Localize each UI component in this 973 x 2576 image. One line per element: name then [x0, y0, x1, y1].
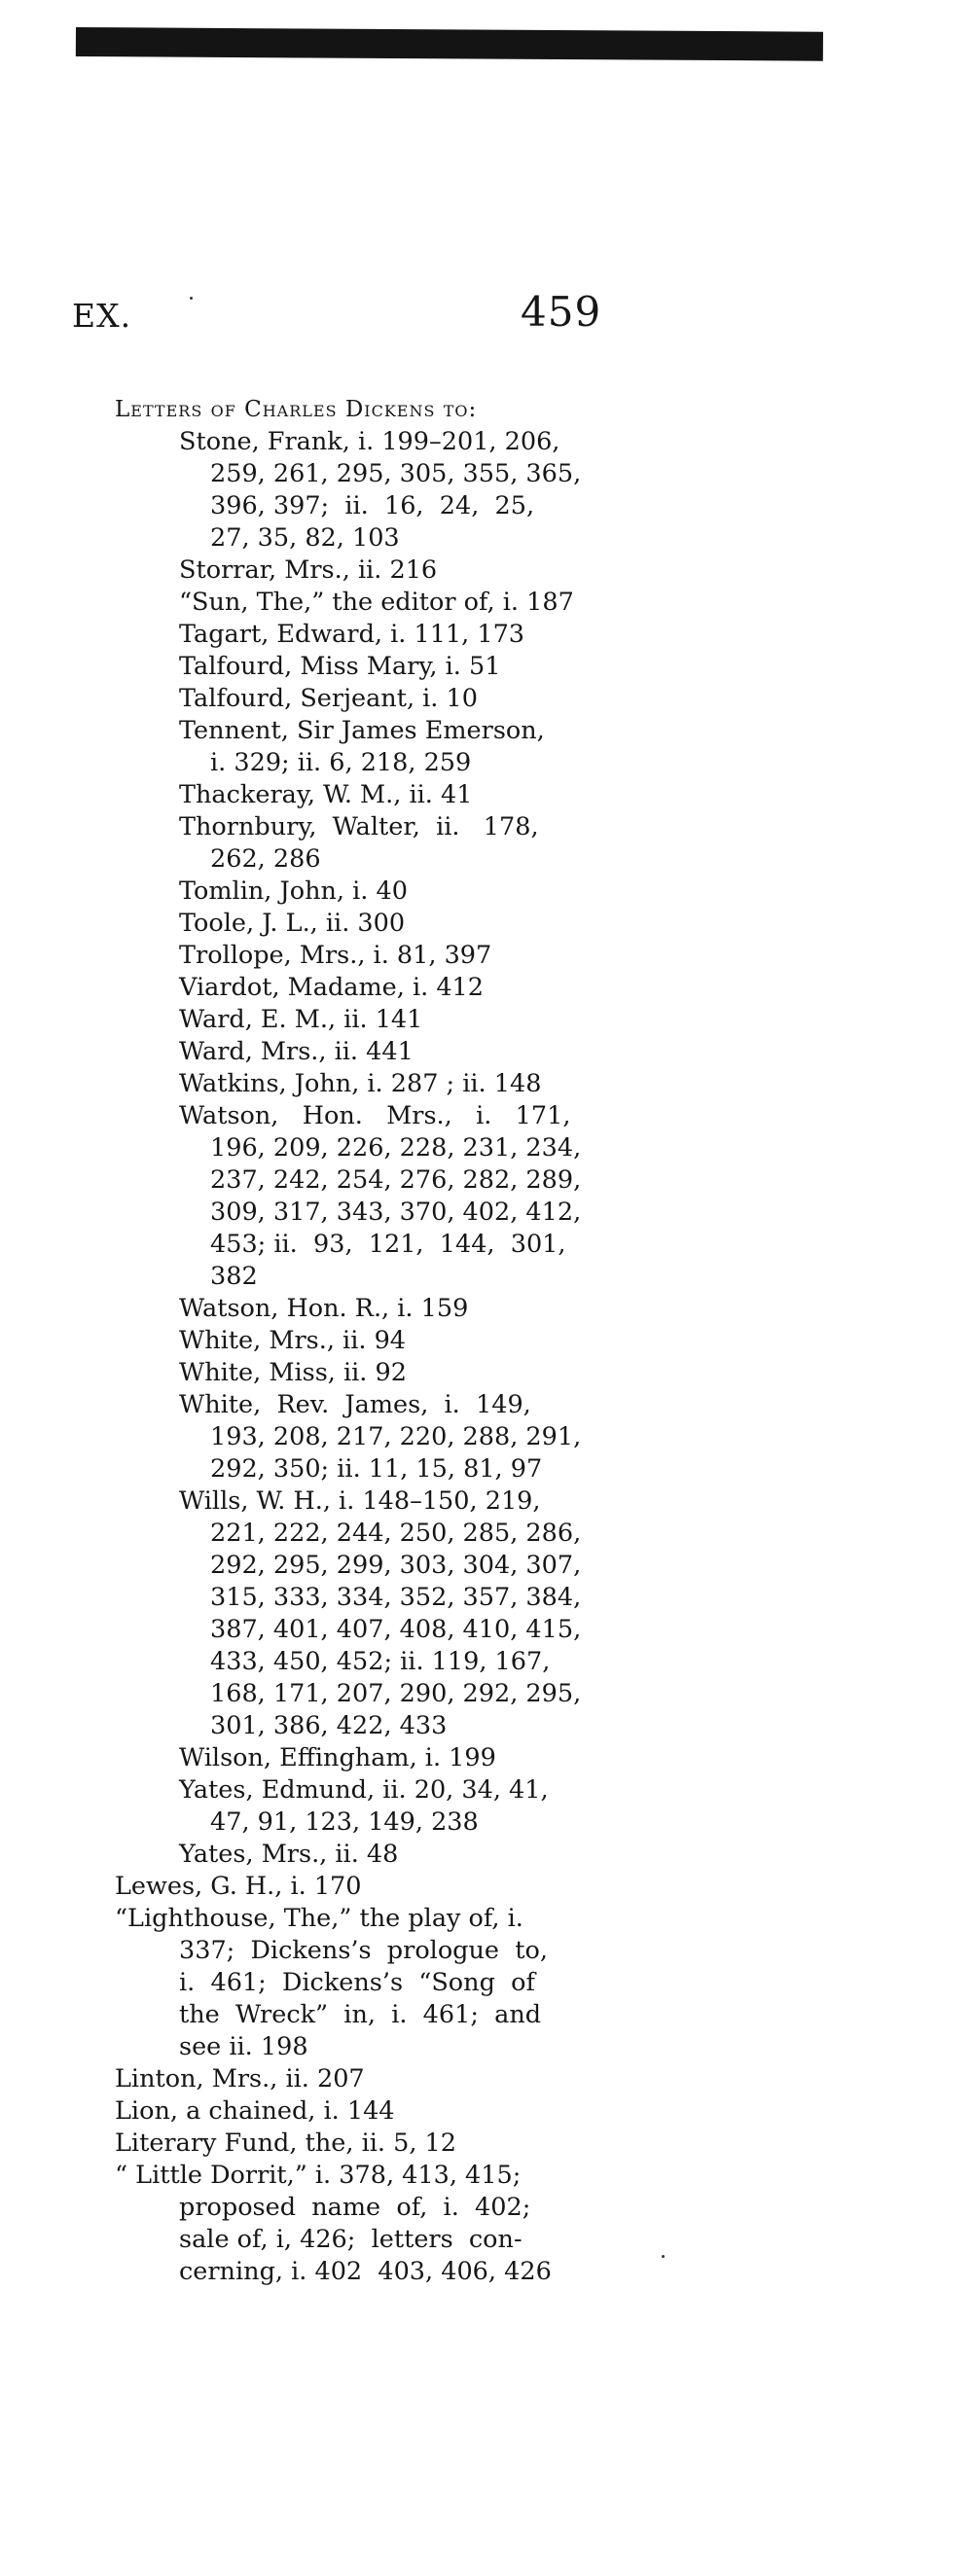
- index-line: see ii. 198: [179, 2032, 308, 2061]
- index-entries: [115, 426, 601, 2288]
- index-line: 396, 397; ii. 16, 24, 25,: [210, 491, 535, 520]
- index-line: 259, 261, 295, 305, 355, 365,: [210, 459, 582, 488]
- index-line: 453; ii. 93, 121, 144, 301,: [210, 1230, 566, 1259]
- stray-mark: [190, 297, 193, 300]
- index-line: 221, 222, 244, 250, 285, 286,: [210, 1519, 582, 1548]
- index-line: Talfourd, Miss Mary, i. 51: [179, 652, 501, 681]
- index-line: 382: [210, 1262, 258, 1291]
- index-line: 292, 350; ii. 11, 15, 81, 97: [210, 1454, 543, 1484]
- index-line: Tennent, Sir James Emerson,: [179, 716, 545, 745]
- index-line: 27, 35, 82, 103: [210, 523, 400, 553]
- index-section-heading: Letters of Charles Dickens to:: [115, 397, 478, 422]
- index-line: 315, 333, 334, 352, 357, 384,: [210, 1583, 582, 1612]
- page-number: 459: [521, 288, 602, 336]
- top-rule: [76, 27, 823, 61]
- index-line: White, Miss, ii. 92: [179, 1358, 407, 1387]
- index-line: i. 461; Dickens’s “Song of: [179, 1968, 535, 1997]
- index-line: 292, 295, 299, 303, 304, 307,: [210, 1551, 582, 1580]
- index-line: Stone, Frank, i. 199–201, 206,: [179, 427, 560, 456]
- index-line: Watson, Hon. Mrs., i. 171,: [179, 1101, 571, 1130]
- index-line: White, Rev. James, i. 149,: [179, 1390, 531, 1419]
- index-line: Yates, Edmund, ii. 20, 34, 41,: [179, 1775, 549, 1805]
- index-line: Literary Fund, the, ii. 5, 12: [115, 2129, 456, 2158]
- index-line: Ward, Mrs., ii. 441: [179, 1037, 414, 1066]
- stray-mark: [662, 2255, 665, 2258]
- index-line: 196, 209, 226, 228, 231, 234,: [210, 1133, 582, 1163]
- index-line: 193, 208, 217, 220, 288, 291,: [210, 1422, 582, 1451]
- index-line: Viardot, Madame, i. 412: [179, 973, 485, 1002]
- index-line: Trollope, Mrs., i. 81, 397: [179, 941, 492, 970]
- index-line: Wills, W. H., i. 148–150, 219,: [179, 1486, 541, 1516]
- index-line: Wilson, Effingham, i. 199: [179, 1743, 496, 1772]
- index-line: proposed name of, i. 402;: [179, 2193, 531, 2222]
- index-line: “Lighthouse, The,” the play of, i.: [115, 1904, 523, 1933]
- index-line: 433, 450, 452; ii. 119, 167,: [210, 1647, 551, 1676]
- index-line: 262, 286: [210, 844, 321, 874]
- index-line: sale of, i, 426; letters con-: [179, 2225, 523, 2254]
- index-line: “Sun, The,” the editor of, i. 187: [179, 588, 574, 617]
- index-line: Linton, Mrs., ii. 207: [115, 2064, 365, 2093]
- running-header-left: EX.: [72, 297, 132, 335]
- index-line: Watkins, John, i. 287 ; ii. 148: [179, 1069, 542, 1098]
- index-line: Storrar, Mrs., ii. 216: [179, 555, 438, 585]
- index-line: Yates, Mrs., ii. 48: [179, 1840, 399, 1869]
- index-line: Toole, J. L., ii. 300: [179, 909, 406, 938]
- index-line: Watson, Hon. R., i. 159: [179, 1294, 469, 1323]
- index-line: 301, 386, 422, 433: [210, 1711, 448, 1740]
- index-line: i. 329; ii. 6, 218, 259: [210, 748, 472, 777]
- index-line: 309, 317, 343, 370, 402, 412,: [210, 1198, 582, 1227]
- index-line: Ward, E. M., ii. 141: [179, 1005, 423, 1034]
- index-line: “ Little Dorrit,” i. 378, 413, 415;: [115, 2161, 522, 2190]
- index-line: Lion, a chained, i. 144: [115, 2096, 395, 2126]
- index-line: cerning, i. 402 403, 406, 426: [179, 2257, 552, 2286]
- index-line: 47, 91, 123, 149, 238: [210, 1807, 479, 1837]
- index-column: [115, 394, 601, 2288]
- index-line: Thornbury, Walter, ii. 178,: [179, 812, 539, 841]
- index-line: 337; Dickens’s prologue to,: [179, 1936, 548, 1965]
- index-line: White, Mrs., ii. 94: [179, 1326, 407, 1355]
- index-line: Tomlin, John, i. 40: [179, 877, 408, 906]
- index-line: 387, 401, 407, 408, 410, 415,: [210, 1615, 582, 1644]
- index-line: 168, 171, 207, 290, 292, 295,: [210, 1679, 582, 1708]
- index-line: Talfourd, Serjeant, i. 10: [179, 684, 478, 713]
- index-line: Tagart, Edward, i. 111, 173: [179, 620, 525, 649]
- index-line: Lewes, G. H., i. 170: [115, 1872, 362, 1901]
- index-line: the Wreck” in, i. 461; and: [179, 2000, 542, 2029]
- index-line: Thackeray, W. M., ii. 41: [179, 780, 473, 809]
- index-line: 237, 242, 254, 276, 282, 289,: [210, 1165, 582, 1195]
